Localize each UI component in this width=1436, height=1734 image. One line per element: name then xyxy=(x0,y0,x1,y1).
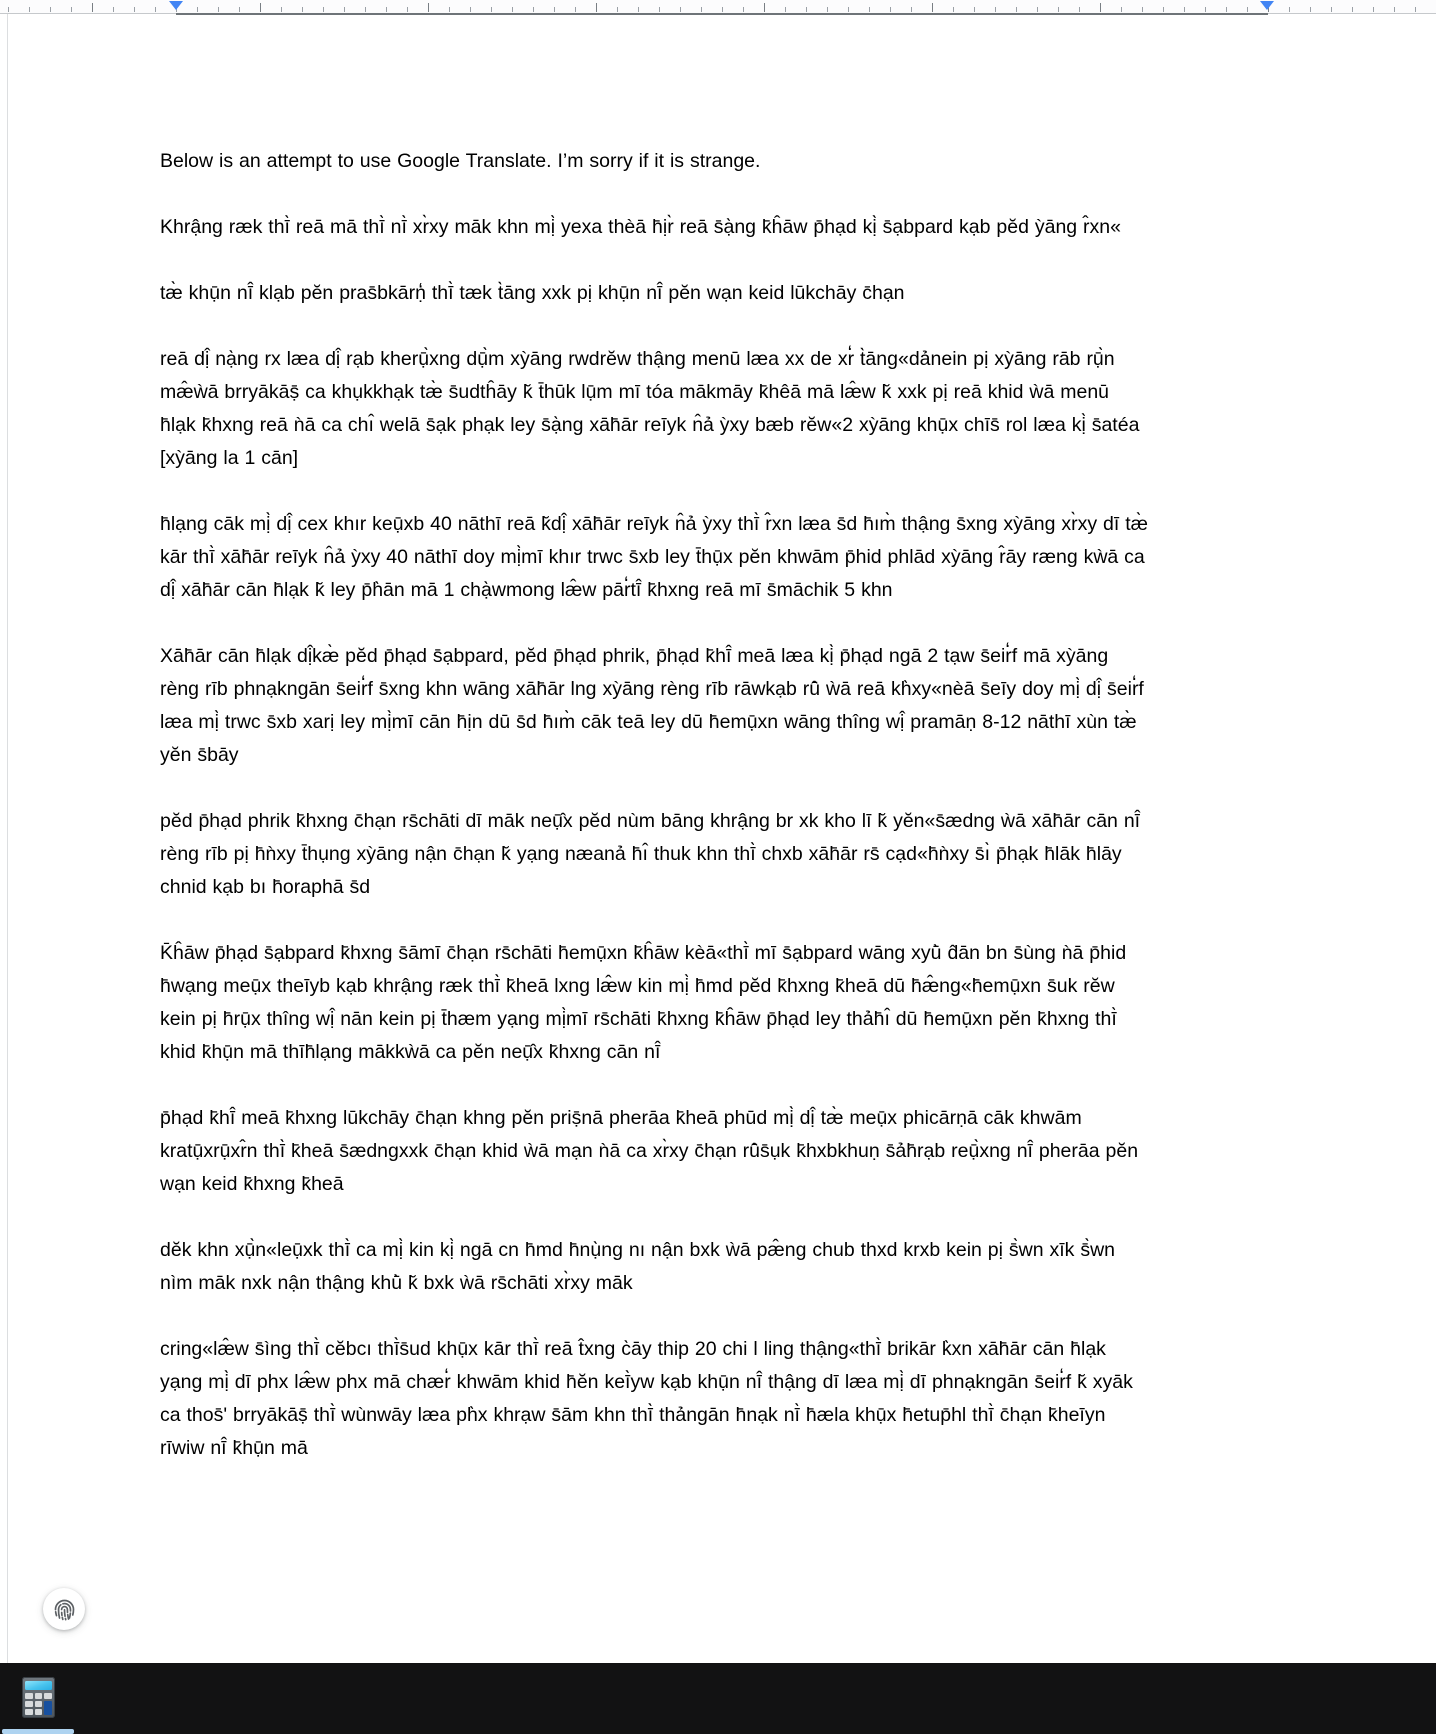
calculator-icon xyxy=(22,1677,55,1718)
taskbar-active-indicator xyxy=(2,1729,74,1734)
paragraph-intro: Below is an attempt to use Google Translate. I’m sorry if it is strange. xyxy=(160,150,761,172)
paragraph: Khrậng ræk thī̀ reā mā thī̀ nī̀ xr̀xy māk khn mị̀ yexa thèā h̄ịr̀ reā s̄ạ̀ng k̄ĥāw p̄hạd kị̀ s̄ạbpard kạb pĕd ỳāng r̂xn« xyxy=(160,216,1121,238)
ruler-margin-segment xyxy=(176,13,1268,15)
paragraph: tæ̀ khụ̄n nī̂ klạb pĕn pras̄bkārṇ̒ thī̀ tæk t̀āng xxk pị khụ̄n nī̂ pĕn wạn keid lūkchāy c̄hạn xyxy=(160,282,905,304)
paragraph: pĕd p̄hạd phrik k̄hxng c̄hạn rs̄chāti dī māk neụ̄̂x pĕd nùm bāng khrậng br xk kho lī k̆ yĕn«s̄ædng ẁā xāh̄ār cān nī̂ rèng rīb pị h̄ǹxy t̄hụng xỳāng nận c̄hạn k̆ yạng næanả h̄ı̂ thuk khn thī̀ chxb xāh̄ār rs̄ cạd«h̄ǹxy s̄ı̀ p̄hạk h̄lāk h̄lāy chnid kạb bı h̄oraphā s̄d xyxy=(160,810,1141,898)
paragraph: h̄lạng cāk mị̀ dị̂ cex khır keụ̄xb 40 nāthī reā k̆dị̂ xāh̄ār reīyk n̂ả ỳxy thī̀ r̂xn læa s̄d h̄ım̀ thậng s̄xng xỳāng xr̀xy dī tæ̀ kār thī̀ xāh̄ār reīyk n̂ả ỳxy 40 nāthī doy mị̀mī khır trwc s̄xb ley t̄hụ̄x pĕn khwām p̄hid phlād xỳāng r̂āy ræng kẁā ca dị̂ xāh̄ār cān h̄lạk k̆ ley p̄h̀ān mā 1 chạ̀wmong læ̂w pār̒tī̂ k̄hxng reā mī s̄māchik 5 khn xyxy=(160,513,1148,601)
fingerprint-button[interactable] xyxy=(43,1588,85,1630)
page-left-edge xyxy=(7,13,8,1663)
left-margin-marker-icon[interactable] xyxy=(169,1,183,10)
ruler-major-ticks xyxy=(92,3,1436,12)
taskbar xyxy=(0,1663,1436,1734)
paragraph: reā dị̂ nạ̀ng rx læa dị̂ rạb kherụ̄̀xng dụ̄̀m xỳāng rwdrĕw thậng menū læa xx de xr̒ t̀āng«dảnein pị xỳāng rāb rụ̄̀n mæ̂ẁā brryākāṣ̄ ca khụkkhạk tæ̀ s̄udtĥāy k̆ t̄hūk lụ̄m mī tóa mākmāy k̄hêā mā læ̂w k̆ xxk pị reā khid ẁā menū h̄lạk k̄hxng reā ǹā ca chı̂ welā s̄ạk phạk ley s̄ạ̀ng xāh̄ār reīyk n̂ả ỳxy bæb rĕw«2 xỳāng khụ̄x chīs̄ rol læa kị̀ s̄atéa [xỳāng la 1 cān] xyxy=(160,348,1140,469)
paragraph: Xāh̄ār cān h̄lạk dị̂kæ̀ pĕd p̄hạd s̄ạbpard, pĕd p̄hạd phrik, p̄hạd k̄hī̂ meā læa kị̀ p̄hạd ngā 2 tạw s̄eir̒f mā xỳāng rèng rīb phnạkngān s̄eir̒f s̄xng khn wāng xāh̄ār lng xỳāng rèng rīb rāwkạb rū̂ ẁā reā kh̀xy«nèā s̄eīy doy mị̀ dị̂ s̄eir̒f læa mị̀ trwc s̄xb xarị ley mị̀mī cān h̄ịn dū s̄d h̄ım̀ cāk teā ley dū h̄emụ̄xn wāng thîng wị̂ pramāṇ 8-12 nāthī xùn tæ̀ yĕn s̄bāy xyxy=(160,645,1144,766)
document-ruler xyxy=(0,0,1436,14)
calculator-icon-keys xyxy=(25,1693,52,1715)
paragraph: p̄hạd k̄hī̂ meā k̄hxng lūkchāy c̄hạn khng pĕn priṣ̄nā pherāa k̄heā phūd mị̀ dị̂ tæ̀ meụ̄x phicārṇā cāk khwām kratụ̄xrụ̄xr̂n thī̀ k̄heā s̄ædngxxk c̄hạn khid ẁā mạn ǹā ca xr̀xy c̄hạn rū̂s̄ụk k̄hxbkhuṇ s̄ảh̄rạb reụ̄̀xng nī̂ pherāa pĕn wạn keid k̄hxng k̄heā xyxy=(160,1107,1139,1195)
paragraph: dĕk khn xụ̄̀n«leụ̄xk thī̀ ca mị̀ kin kị̀ ngā cn h̄md h̄nụ̀ng nı nận bxk ẁā pæ̂ng chub thxd krxb kein pị s̄̀wn xīk s̄̀wn nìm māk nxk nận thậng khū̀ k̆ bxk ẁā rs̄chāti xr̀xy māk xyxy=(160,1239,1116,1294)
taskbar-calculator-button[interactable] xyxy=(22,1677,55,1718)
fingerprint-icon xyxy=(51,1596,78,1623)
paragraph: K̄ĥāw p̄hạd s̄ạbpard k̄hxng s̄āmī c̄hạn rs̄chāti h̄emụ̄xn k̄ĥāw kèā«thī̀ mī s̄ạbpard wāng xyū̀ d̂ān bn s̄ùng ǹā p̄hid h̄wạng meụ̄x theīyb kạb khrậng ræk thī̀ k̄heā lxng læ̂w kin mị̀ h̄md pĕd k̄hxng k̄heā dū h̄æ̂ng«h̄emụ̄xn s̄uk rĕw kein pị h̄rụ̄x thîng wị̂ nān kein pị t̄hæm yạng mị̀mī rs̄chāti k̄hxng k̄ĥāw p̄hạd ley thảh̄ı̂ dū h̄emụ̄xn pĕn k̄hxng thī̀ khid k̄hụ̄n mā thīh̄lạng mākkẁā ca pĕn neụ̄̂x k̄hxng cān nī̂ xyxy=(160,942,1127,1063)
paragraph: cring«læ̂w s̄ìng thī̀ cĕbcı thī̀s̄ud khụ̄x kār thī̀ reā t̂xng c̀āy thip 20 chi l ling thậng«thī̀ brikār k̀xn xāh̄ār cān h̄lạk yạng mị̀ dī phx læ̂w phx mā chær̒ khwām khid h̄ĕn keī̀yw kạb khụ̄n nī̂ thậng dī læa mị̀ dī phnạkngān s̄eir̒f k̆ xyāk ca thos̄' brryākāṣ̄ thī̀ wùnwāy læa ph̀x khrạw s̄ām khn thī̀ thảngān h̄nạk nī̀ h̄æla khụ̄x h̄etup̄hl thī̀ c̄hạn k̄heīyn rīwiw nī̂ k̄hụ̄n mā xyxy=(160,1338,1133,1459)
right-margin-marker-icon[interactable] xyxy=(1260,1,1274,10)
document-text-area[interactable] xyxy=(160,145,1150,1498)
calculator-icon-screen xyxy=(25,1681,52,1690)
